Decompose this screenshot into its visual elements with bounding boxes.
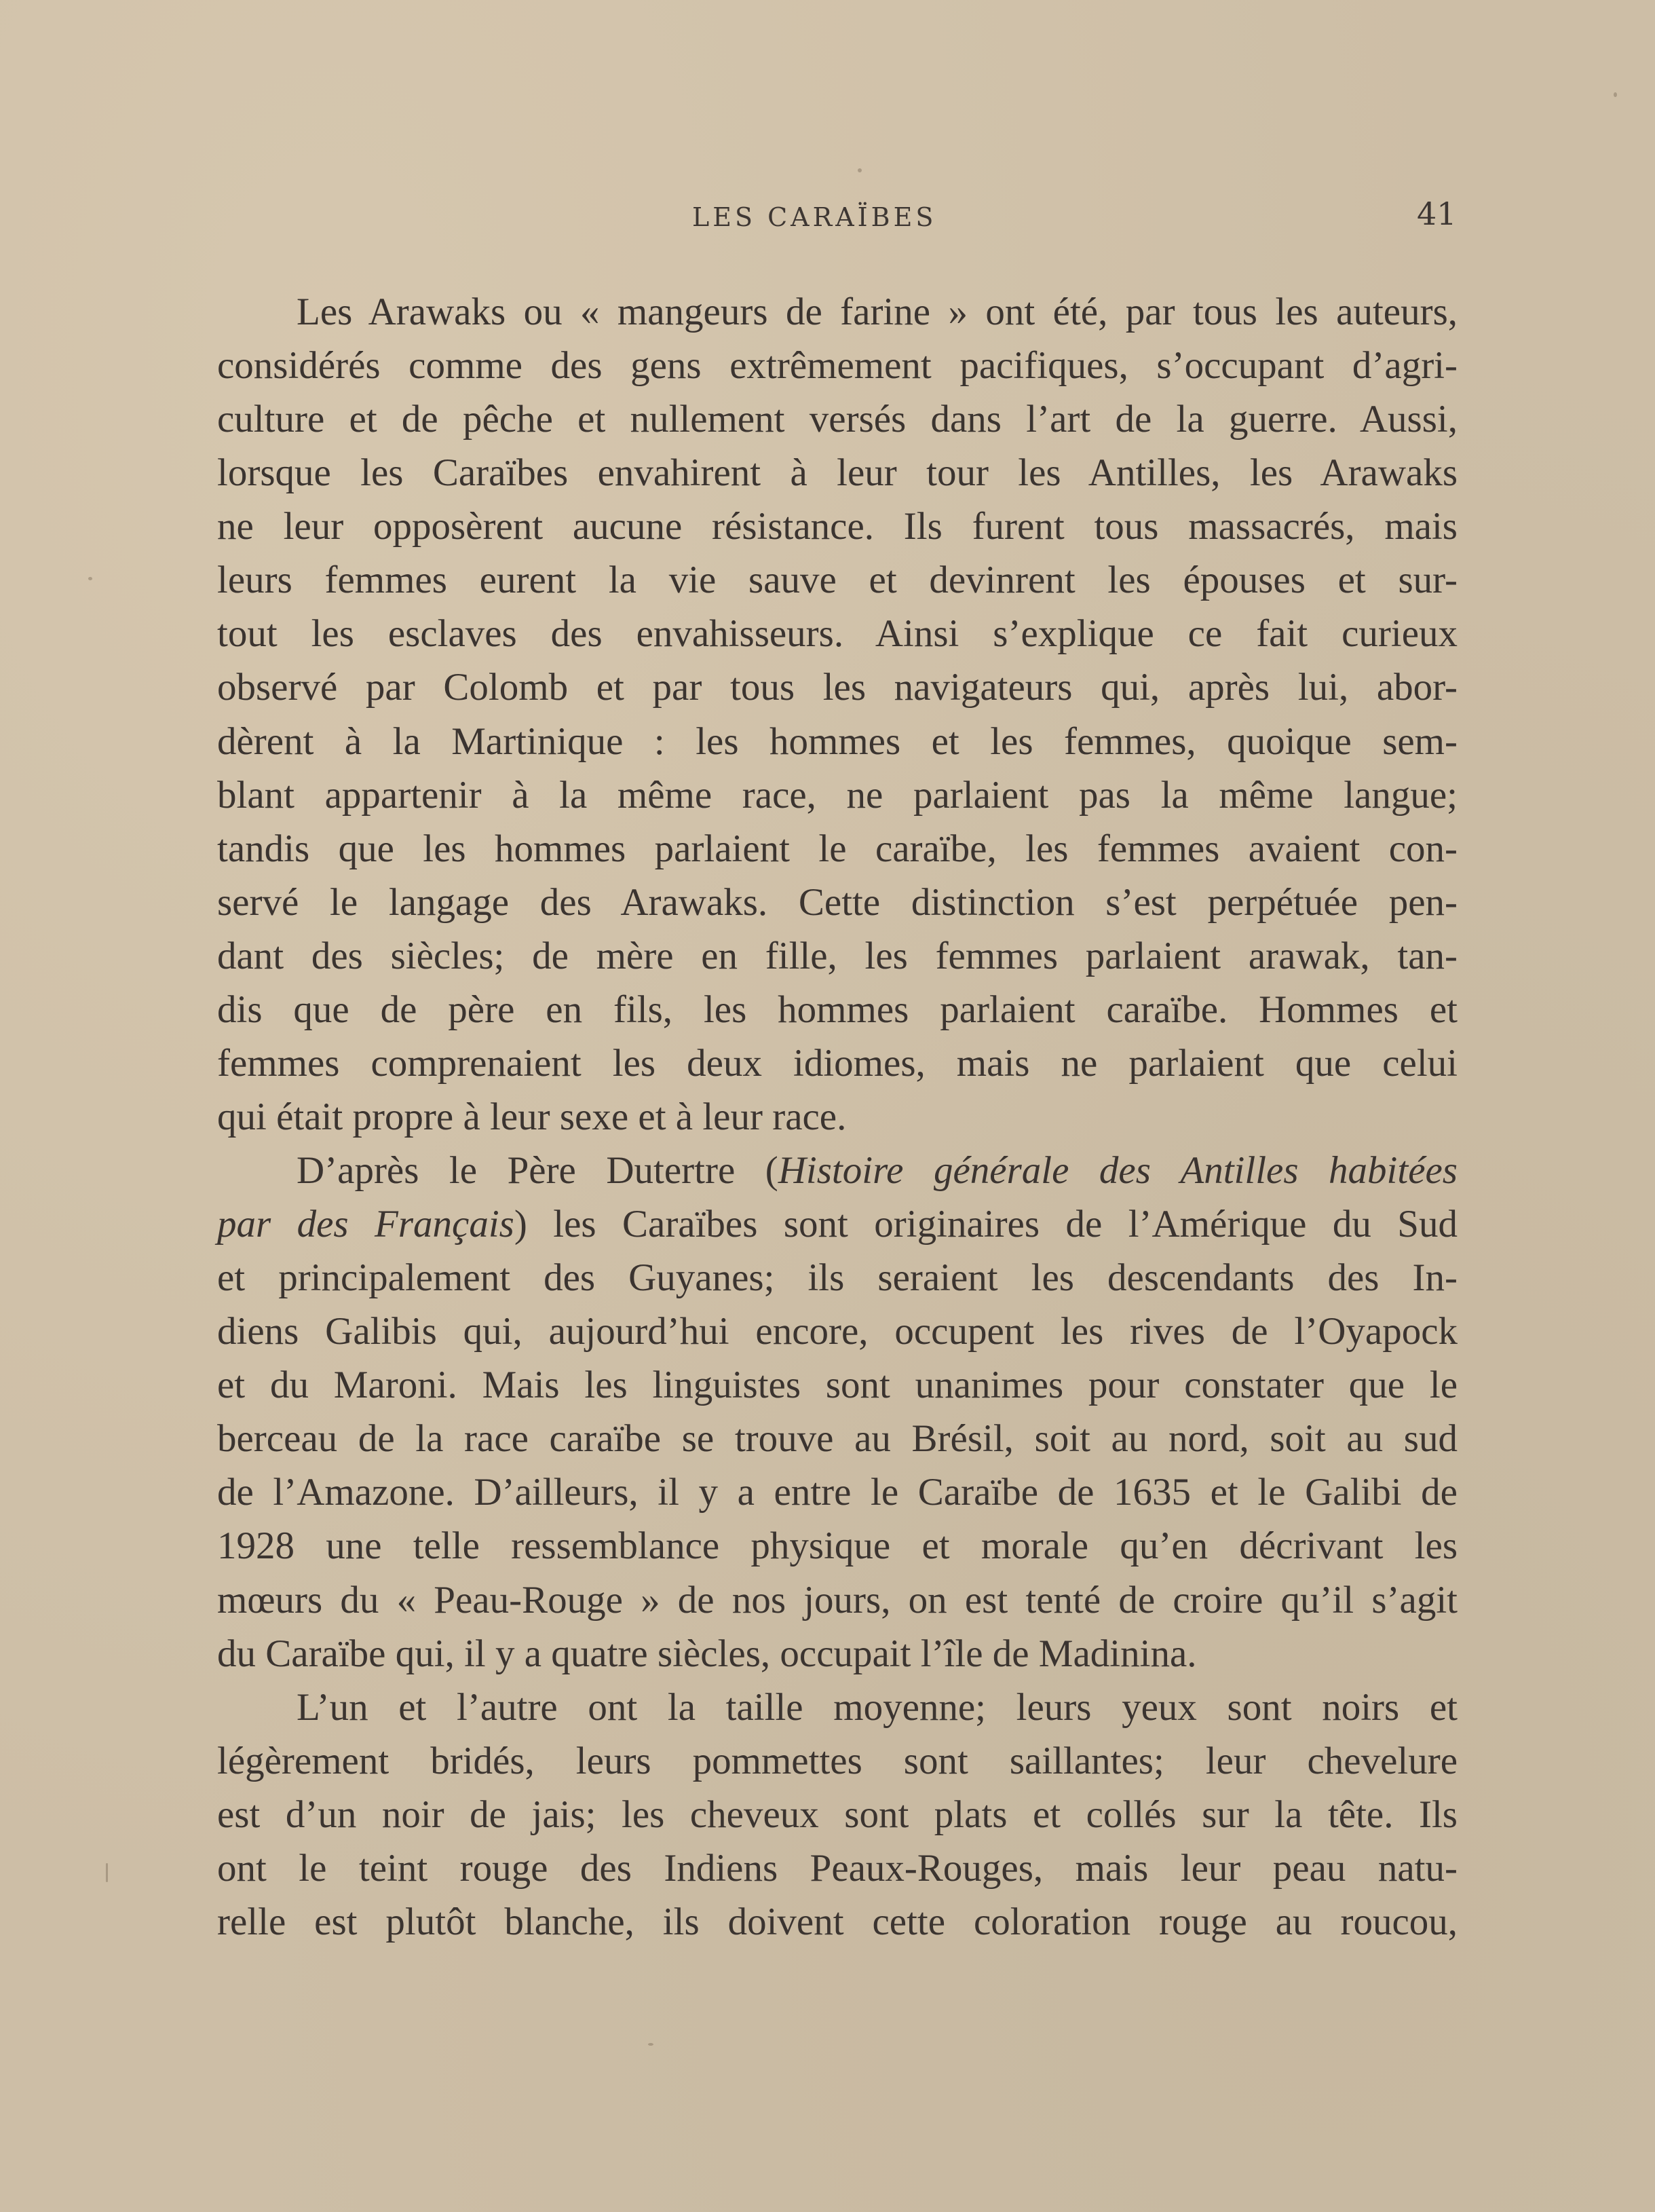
text-line: du Caraïbe qui, il y a quatre siècles, occupait l’île de Madinina. bbox=[217, 1632, 1197, 1675]
text-line: qui était propre à leur sexe et à leur race. bbox=[217, 1095, 847, 1138]
text-line: culture et de pêche et nullement versés dans l’art de la guerre. Aussi, bbox=[217, 398, 1458, 441]
paper-speck bbox=[648, 2043, 653, 2046]
running-header-title: LES CARAÏBES bbox=[692, 202, 937, 232]
text-line: leurs femmes eurent la vie sauve et devinrent les épouses et sur- bbox=[217, 559, 1458, 602]
paragraph-2 bbox=[217, 1144, 1458, 1681]
text-line: 1928 une telle ressemblance physique et morale qu’en décrivant les bbox=[217, 1524, 1458, 1568]
text-line: servé le langage des Arawaks. Cette distinction s’est perpétuée pen- bbox=[217, 880, 1458, 924]
text-line: de l’Amazone. D’ailleurs, il y a entre le Caraïbe de 1635 et le Galibi de bbox=[217, 1471, 1458, 1514]
paragraph-1 bbox=[217, 285, 1458, 1144]
text-line: ont le teint rouge des Indiens Peaux-Rouges, mais leur peau natu- bbox=[217, 1846, 1458, 1890]
text-run: ) les Caraïbes sont originaires de l’Amérique du Sud bbox=[514, 1203, 1458, 1246]
text-line: mœurs du « Peau-Rouge » de nos jours, on est tenté de croire qu’il s’agit bbox=[217, 1578, 1458, 1621]
text-line: berceau de la race caraïbe se trouve au Brésil, soit au nord, soit au sud bbox=[217, 1417, 1458, 1461]
text-line bbox=[217, 1144, 1458, 1197]
text-line: dis que de père en fils, les hommes parlaient caraïbe. Hommes et bbox=[217, 988, 1458, 1031]
text-line: considérés comme des gens extrêmement pacifiques, s’occupant d’agri- bbox=[217, 344, 1458, 388]
text-line: ne leur opposèrent aucune résistance. Ils furent tous massacrés, mais bbox=[217, 505, 1458, 548]
text-run: D’après le Père Dutertre ( bbox=[297, 1149, 778, 1192]
body-text bbox=[217, 285, 1458, 1949]
text-line: femmes comprenaient les deux idiomes, mais ne parlaient que celui bbox=[217, 1041, 1458, 1085]
text-line: dèrent à la Martinique : les hommes et les femmes, quoique sem- bbox=[217, 719, 1458, 763]
text-line: est d’un noir de jais; les cheveux sont plats et collés sur la tête. Ils bbox=[217, 1793, 1458, 1836]
paper-speck bbox=[106, 1863, 108, 1882]
text-line: tandis que les hommes parlaient le caraïbe, les femmes avaient con- bbox=[217, 827, 1458, 870]
text-line: relle est plutôt blanche, ils doivent cette coloration rouge au roucou, bbox=[217, 1900, 1458, 1943]
text-line: L’un et l’autre ont la taille moyenne; leurs yeux sont noirs et bbox=[297, 1685, 1458, 1729]
text-line: tout les esclaves des envahisseurs. Ainsi s’explique ce fait curieux bbox=[217, 612, 1458, 656]
paper-speck bbox=[858, 168, 862, 172]
text-line: et du Maroni. Mais les linguistes sont unanimes pour constater que le bbox=[217, 1364, 1458, 1407]
paper-speck bbox=[88, 577, 92, 580]
text-line: légèrement bridés, leurs pommettes sont saillantes; leur chevelure bbox=[217, 1739, 1458, 1782]
paragraph-3 bbox=[217, 1681, 1458, 1949]
text-line: dant des siècles; de mère en fille, les femmes parlaient arawak, tan- bbox=[217, 934, 1458, 977]
paper-speck bbox=[1614, 92, 1617, 97]
page-number: 41 bbox=[1417, 195, 1457, 232]
text-line: Les Arawaks ou « mangeurs de farine » ont été, par tous les auteurs, bbox=[297, 290, 1458, 333]
text-line: observé par Colomb et par tous les navigateurs qui, après lui, abor- bbox=[217, 666, 1458, 709]
text-line: diens Galibis qui, aujourd’hui encore, occupent les rives de l’Oyapock bbox=[217, 1310, 1458, 1353]
text-line: blant appartenir à la même race, ne parlaient pas la même langue; bbox=[217, 773, 1458, 817]
text-line: et principalement des Guyanes; ils seraient les descendants des In- bbox=[217, 1256, 1458, 1300]
book-title-italic: Histoire générale des Antilles habitées bbox=[778, 1149, 1458, 1192]
text-line bbox=[217, 1197, 1458, 1251]
book-title-italic: par des Français bbox=[217, 1203, 514, 1246]
text-line: lorsque les Caraïbes envahirent à leur tour les Antilles, les Arawaks bbox=[217, 451, 1458, 495]
